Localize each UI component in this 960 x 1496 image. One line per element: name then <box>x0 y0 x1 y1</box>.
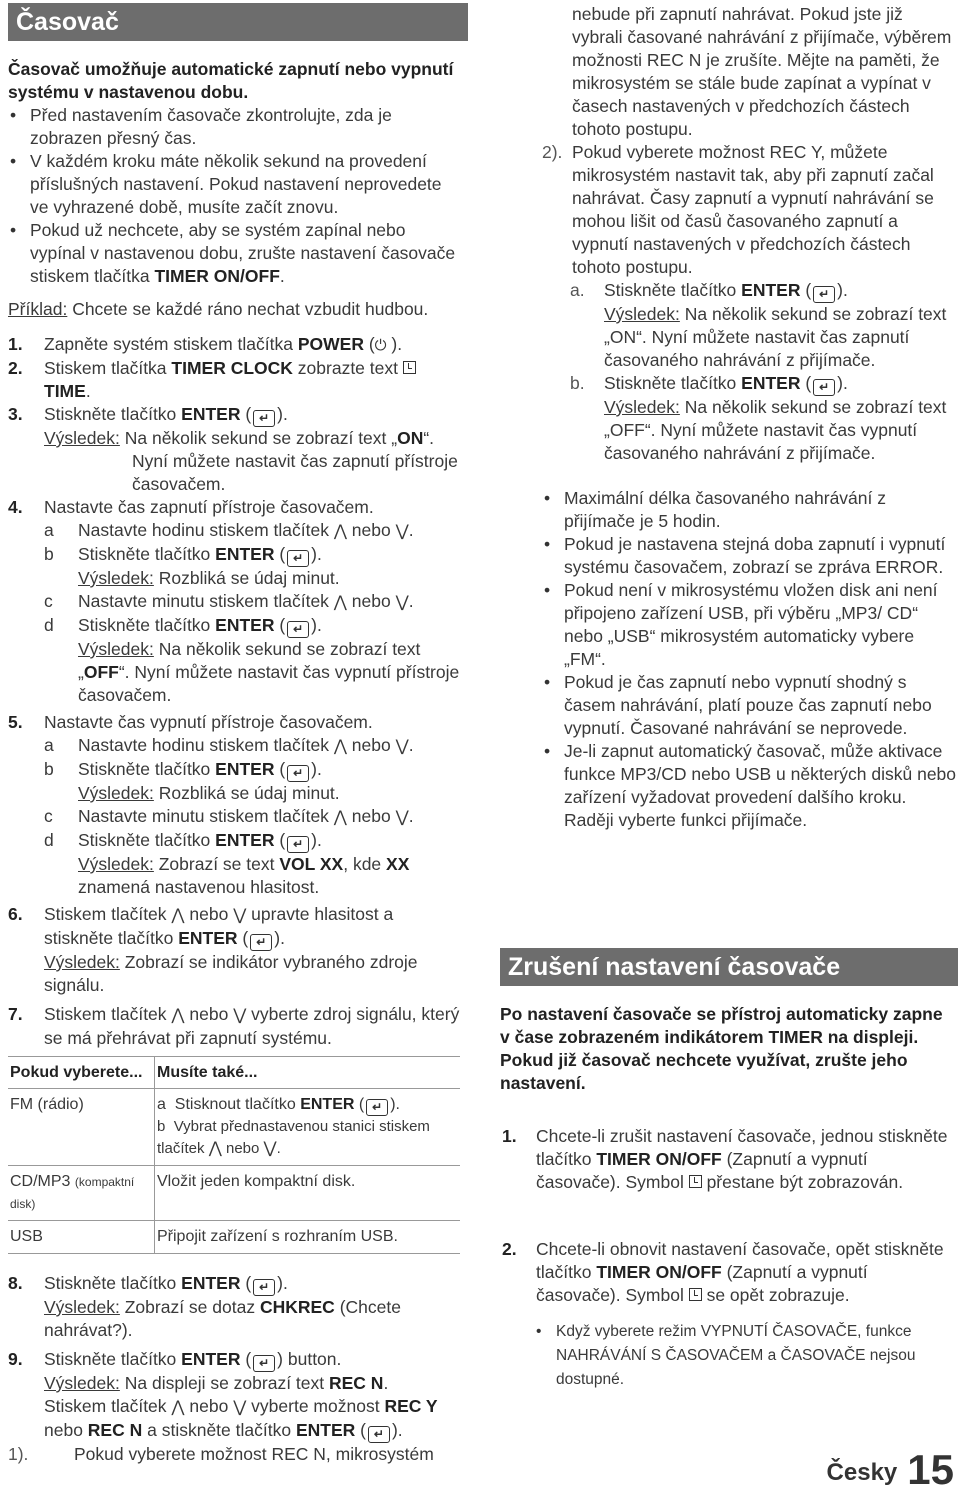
caret-up-icon: ⋀ <box>171 1399 185 1416</box>
step-5b: b Stiskněte tlačítko ENTER ( ↵ ). <box>44 759 322 780</box>
step-5d-result: Výsledek: Zobrazí se text VOL XX, kde XX znamená nastavenou hlasitost. <box>78 854 410 897</box>
cancel-step-2: 2. Chcete-li obnovit nastavení časovače, opět stiskněte tlačítko TIMER ON/OFF (Zapnutí a vypnutí časovače). Symbol se opět zobrazuje. <box>502 1239 944 1305</box>
table-row: CD/MP3 (kompaktní disk) Vložit jeden kompaktní disk. <box>8 1166 460 1221</box>
list-item: • Je-li zapnut automatický časovač, může aktivace funkce MP3/CD nebo USB u některých disků nebo zařízení vyžadovat provedení dalšího kroku. Raději vyberte funkci přijímače. <box>542 740 956 832</box>
step-1: 1. Zapněte systém stiskem tlačítka POWER (⏻ ). <box>8 333 464 357</box>
enter-icon: ↵ <box>366 1099 388 1116</box>
timer-notes-list <box>542 487 956 832</box>
caret-up-icon: ⋀ <box>171 1007 185 1024</box>
enter-icon: ↵ <box>287 765 309 782</box>
clock-icon <box>689 1175 702 1188</box>
source-table <box>8 1056 460 1254</box>
enter-icon: ↵ <box>813 379 835 396</box>
page-footer <box>826 1446 954 1493</box>
table-row: FM (rádio) a Stisknout tlačítko ENTER ( ↵ ). b Vybrat přednastavenou stanici stiskem tlačítek ⋀ nebo ⋁. <box>8 1089 460 1166</box>
step-5: 5. Nastavte čas vypnutí přístroje časovačem. <box>8 712 373 732</box>
list-item: • Pokud je nastavena stejná doba zapnutí i vypnutí systému časovačem, zobrazí se zpráva ERROR. <box>542 533 956 579</box>
caret-down-icon: ⋁ <box>233 1007 247 1024</box>
section-title-cancel: Zrušení nastavení časovače <box>500 948 958 986</box>
caret-up-icon: ⋀ <box>333 809 347 826</box>
enter-icon: ↵ <box>287 621 309 638</box>
footnote-1-continued: nebude při zapnutí nahrávat. Pokud jste již vybrali časované nahrávání z přijímače, výběrem možnosti REC N je zrušíte. Mějte na paměti, že mikrosystém se stále bude zapínat a vypínat v časech nastavených v předchozích částech tohoto postupu. <box>572 4 952 139</box>
enter-icon: ↵ <box>253 1355 275 1372</box>
enter-icon: ↵ <box>253 1279 275 1296</box>
list-item: • Pokud je čas zapnutí nebo vypnutí shodný s časem nahrávání, platí pouze čas zapnutí nebo vypnutí. Časované nahrávání se neprovede. <box>542 671 956 740</box>
caret-up-icon: ⋀ <box>333 594 347 611</box>
table-row: USB Připojit zařízení s rozhraním USB. <box>8 1221 460 1254</box>
caret-up-icon: ⋀ <box>333 738 347 755</box>
cancel-step-1: 1. Chcete-li zrušit nastavení časovače, jednou stiskněte tlačítko TIMER ON/OFF (Zapnutí a vypnutí časovače). Symbol přestane být zobrazován. <box>502 1126 948 1192</box>
step-5b-result: Výsledek: Rozbliká se údaj minut. <box>78 783 340 803</box>
list-item: • Maximální délka časovaného nahrávání z přijímače je 5 hodin. <box>542 487 956 533</box>
step-4: 4. Nastavte čas zapnutí přístroje časovačem. <box>8 497 374 517</box>
list-item: • Pokud už nechcete, aby se systém zapínal nebo vypínal v nastavenou dobu, zrušte nastavení časovače stiskem tlačítka TIMER ON/OFF. <box>8 219 464 288</box>
cancel-note <box>534 1320 956 1392</box>
footnote-1: 1). Pokud vyberete možnost REC N, mikrosystém <box>8 1444 434 1464</box>
footnote-2a: a. Stiskněte tlačítko ENTER ( ↵ ). Výsledek: Na několik sekund se zobrazí text „ON“. Nyní můžete nastavit čas zapnutí časovaného nahrávání z přijímače. <box>570 280 947 370</box>
step-5a: a Nastavte hodinu stiskem tlačítek ⋀ nebo ⋁. <box>44 735 414 755</box>
step-5c: c Nastavte minutu stiskem tlačítek ⋀ nebo ⋁. <box>44 806 414 826</box>
page-number: 15 <box>907 1446 954 1493</box>
enter-icon: ↵ <box>368 1426 390 1443</box>
notes-list <box>8 104 464 288</box>
step-2: 2. Stiskem tlačítka TIMER CLOCK zobrazte text TIME. <box>8 357 464 403</box>
left-column <box>8 0 464 1466</box>
step-3: 3. Stiskněte tlačítko ENTER ( ↵ ). Výsledek: Na několik sekund se zobrazí text „ON“. Nyní můžete nastavit čas zapnutí přístroje časovačem. <box>8 404 458 494</box>
caret-down-icon: ⋁ <box>233 907 247 924</box>
enter-icon: ↵ <box>250 934 272 951</box>
section-title: Časovač <box>8 3 468 41</box>
clock-icon <box>403 361 416 374</box>
enter-icon: ↵ <box>253 410 275 427</box>
caret-down-icon: ⋁ <box>263 1140 277 1157</box>
enter-icon: ↵ <box>287 836 309 853</box>
caret-down-icon: ⋁ <box>395 594 409 611</box>
step-8: 8. Stiskněte tlačítko ENTER ( ↵ ). Výsledek: Zobrazí se dotaz CHKREC (Chcete nahrávat?). <box>8 1273 401 1340</box>
caret-down-icon: ⋁ <box>395 809 409 826</box>
example: Příklad: Chcete se každé ráno nechat vzbudit hudbou. <box>8 299 429 319</box>
step-4d: d Stiskněte tlačítko ENTER ( ↵ ). <box>44 615 322 636</box>
step-4c: c Nastavte minutu stiskem tlačítek ⋀ nebo ⋁. <box>44 591 414 611</box>
power-icon: ⏻ <box>374 337 387 354</box>
intro-text: Časovač umožňuje automatické zapnutí nebo vypnutí systému v nastavenou dobu. <box>8 59 454 102</box>
list-item: • V každém kroku máte několik sekund na provedení příslušných nastavení. Pokud nastavení neprovedete ve vyhrazené době, musíte začít znovu. <box>8 150 464 219</box>
table-header: Pokud vyberete... Musíte také... <box>8 1057 460 1089</box>
step-4a: a Nastavte hodinu stiskem tlačítek ⋀ nebo ⋁. <box>44 520 414 540</box>
step-4d-result: Výsledek: Na několik sekund se zobrazí text „OFF“. Nyní můžete nastavit čas vypnutí přístroje časovačem. <box>78 639 460 705</box>
list-item: • Před nastavením časovače zkontrolujte, zda je zobrazen přesný čas. <box>8 104 464 150</box>
cancel-intro: Po nastavení časovače se přístroj automaticky zapne v čase zobrazeném indikátorem TIMER na displeji. Pokud již časovač nechcete využívat, zrušte jeho nastavení. <box>500 1004 943 1093</box>
caret-up-icon: ⋀ <box>171 907 185 924</box>
caret-down-icon: ⋁ <box>395 738 409 755</box>
list-item: • Pokud není v mikrosystému vložen disk ani není připojeno zařízení USB, při výběru „MP3/ CD“ nebo „USB“ mikrosystém automaticky vybere „FM“. <box>542 579 956 671</box>
step-9: 9. Stiskněte tlačítko ENTER ( ↵ ) button. Výsledek: Na displeji se zobrazí text REC N. Stiskem tlačítek ⋀ nebo ⋁ vyberte možnost REC Y nebo REC N a stiskněte tlačítko ENTER ( ↵ ). <box>8 1349 438 1441</box>
caret-down-icon: ⋁ <box>395 523 409 540</box>
language-label: Česky <box>826 1459 898 1486</box>
enter-icon: ↵ <box>287 550 309 567</box>
caret-up-icon: ⋀ <box>333 523 347 540</box>
step-6: 6. Stiskem tlačítek ⋀ nebo ⋁ upravte hlasitost a stiskněte tlačítko ENTER ( ↵ ). Výsledek: Zobrazí se indikátor vybraného zdroje signálu. <box>8 904 418 995</box>
caret-down-icon: ⋁ <box>233 1399 247 1416</box>
caret-up-icon: ⋀ <box>208 1140 222 1157</box>
footnote-2: 2). Pokud vyberete možnost REC Y, můžete mikrosystém nastavit tak, aby při zapnutí začal nahrávat. Časy zapnutí a vypnutí nahrávání se mohou lišit od časů časovaného zapnutí a vypnutí nastavených v předchozích částech tohoto postupu. a. Stiskněte tlačítko ENTER ( ↵ ). Výsledek: Na několik sekund se zobrazí text „ON“. Nyní můžete nastavit čas zapnutí časovaného nahrávání z přijímače. b. Stiskněte tlačítko ENTER ( ↵ ). Výsledek: Na několik sekund se zobrazí text „OFF“. Nyní můžete nastavit čas vypnutí časovaného nahrávání z přijímače. <box>500 141 956 465</box>
list-item: • Když vyberete režim VYPNUTÍ ČASOVAČE, funkce NAHRÁVÁNÍ S ČASOVAČEM a ČASOVAČE nejsou dostupné. <box>534 1320 956 1392</box>
step-5d: d Stiskněte tlačítko ENTER ( ↵ ). <box>44 830 322 851</box>
enter-icon: ↵ <box>813 286 835 303</box>
step-7: 7. Stiskem tlačítek ⋀ nebo ⋁ vyberte zdroj signálu, který se má přehrávat při zapnutí systému. <box>8 1004 460 1048</box>
step-4b: b Stiskněte tlačítko ENTER ( ↵ ). <box>44 544 322 565</box>
clock-icon <box>689 1288 702 1301</box>
step-4b-result: Výsledek: Rozbliká se údaj minut. <box>78 568 340 588</box>
footnote-2b: b. Stiskněte tlačítko ENTER ( ↵ ). Výsledek: Na několik sekund se zobrazí text „OFF“. Nyní můžete nastavit čas vypnutí časovaného nahrávání z přijímače. <box>570 373 947 463</box>
